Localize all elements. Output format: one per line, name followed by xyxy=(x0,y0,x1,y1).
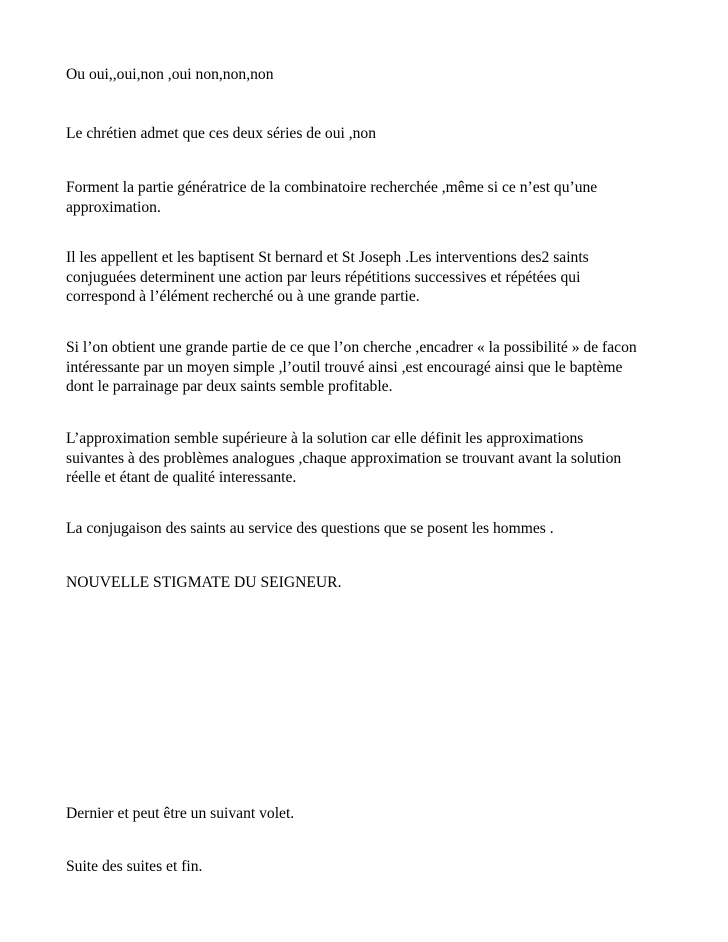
text-line: Le chrétien admet que ces deux séries de oui ,non xyxy=(66,125,377,142)
text-line: L’approximation semble supérieure à la solution car elle définit les approximations xyxy=(66,430,584,447)
text-line: approximation. xyxy=(66,198,161,216)
text-line: NOUVELLE STIGMATE DU SEIGNEUR. xyxy=(66,574,342,591)
section-heading xyxy=(66,573,666,593)
text-line: conjuguées determinent une action par leurs répétitions successives et répétées qui xyxy=(66,268,581,286)
text-line: Si l’on obtient une grande partie de ce que l’on cherche ,encadrer « la possibilité » de facon xyxy=(66,339,637,356)
text-line: dont le parrainage par deux saints semble profitable. xyxy=(66,378,393,395)
paragraph-6 xyxy=(66,429,666,488)
paragraph-1 xyxy=(66,65,666,85)
paragraph-3 xyxy=(66,178,666,217)
text-line: Dernier et peut être un suivant volet. xyxy=(66,805,295,822)
paragraph-4 xyxy=(66,248,666,307)
text-line: suivantes à des problèmes analogues ,chaque approximation se trouvant avant la solution xyxy=(66,449,622,467)
text-line: intéressante par un moyen simple ,l’outil trouvé ainsi ,est encouragé ainsi que le baptème xyxy=(66,358,623,376)
paragraph-9 xyxy=(66,857,666,877)
paragraph-5 xyxy=(66,338,666,397)
text-line: Ou oui,,oui,non ,oui non,non,non xyxy=(66,66,274,83)
text-line: La conjugaison des saints au service des questions que se posent les hommes . xyxy=(66,520,554,537)
text-line: correspond à l’élément recherché ou à une grande partie. xyxy=(66,288,420,305)
paragraph-8 xyxy=(66,804,666,824)
paragraph-7 xyxy=(66,519,666,539)
text-line: Forment la partie génératrice de la combinatoire recherchée ,même si ce n’est qu’une xyxy=(66,179,598,196)
text-line: Il les appellent et les baptisent St bernard et St Joseph .Les interventions des2 saints xyxy=(66,249,589,266)
text-line: Suite des suites et fin. xyxy=(66,858,203,875)
paragraph-2 xyxy=(66,124,666,144)
text-line: réelle et étant de qualité interessante. xyxy=(66,469,297,486)
